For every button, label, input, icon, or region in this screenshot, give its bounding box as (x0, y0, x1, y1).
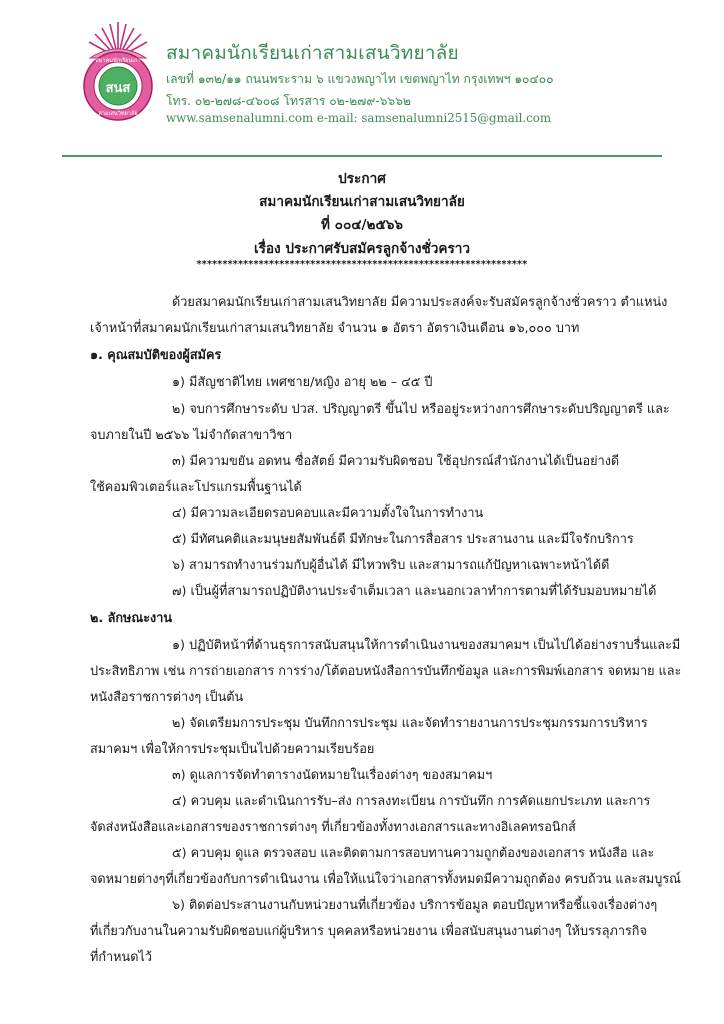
association-logo-icon (76, 18, 160, 122)
duty-item: ๑) ปฏิบัติหน้าที่ด้านธุรการสนับสนุนให้การดำเนินงานของสมาคมฯ เป็นไปได้อย่างราบรื่นและมี (172, 637, 681, 652)
announcement-number: ที่ ๐๐๔/๒๕๖๖ (320, 217, 404, 233)
qualification-item: ๑) มีสัญชาติไทย เพศชาย/หญิง อายุ ๒๒ – ๔๕ ปี (172, 374, 433, 389)
letterhead-org-name: สมาคมนักเรียนเก่าสามเสนวิทยาลัย (166, 42, 459, 64)
duty-item-cont: ที่เกี่ยวกับงานในความรับผิดชอบแก่ผู้บริหาร บุคคลหรือหน่วยงาน เพื่อสนับสนุนงานต่างๆ ให้บรรลุภารกิจ (90, 923, 647, 938)
qualification-item: ๕) มีทัศนคติและมนุษยสัมพันธ์ดี มีทักษะในการสื่อสาร ประสานงาน และมีใจรักบริการ (172, 531, 634, 546)
announcement-title: ประกาศ (338, 171, 386, 187)
announcement-subject: เรื่อง ประกาศรับสมัครลูกจ้างชั่วคราว (253, 241, 471, 257)
section-heading-qualifications: ๑. คุณสมบัติของผู้สมัคร (90, 347, 222, 362)
logo-text-top: สมาคมนักเรียนเก่า (95, 58, 141, 64)
intro-line: ด้วยสมาคมนักเรียนเก่าสามเสนวิทยาลัย มีความประสงค์จะรับสมัครลูกจ้างชั่วคราว ตำแหน่ง (172, 294, 668, 309)
duty-item-cont: จัดส่งหนังสือและเอกสารของราชการต่างๆ ที่เกี่ยวข้องทั้งทางเอกสารและทางอิเลคทรอนิกส์ (90, 819, 576, 834)
qualification-item: ๒) จบการศึกษาระดับ ปวส. ปริญญาตรี ขึ้นไป หรืออยู่ระหว่างการศึกษาระดับปริญญาตรี และ (172, 401, 670, 416)
announcement-org: สมาคมนักเรียนเก่าสามเสนวิทยาลัย (259, 194, 465, 210)
duty-item-cont: หนังสือราชการต่างๆ เป็นต้น (90, 689, 244, 704)
logo-text-bottom: สามเสนวิทยาลัย (98, 111, 138, 117)
duty-item: ๓) ดูแลการจัดทำตารางนัดหมายในเรื่องต่างๆ ของสมาคมฯ (172, 767, 493, 782)
letterhead-web-email: www.samsenalumni.com e-mail: samsenalumni2515@gmail.com (166, 111, 552, 125)
letterhead-divider (62, 155, 662, 157)
star-separator: **************************************************************** (196, 259, 528, 270)
letterhead-address: เลขที่ ๑๓๒/๑๑ ถนนพระราม ๖ แขวงพญาไท เขตพญาไท กรุงเทพฯ ๑๐๔๐๐ (166, 72, 554, 86)
duty-item: ๖) ติดต่อประสานงานกับหน่วยงานที่เกี่ยวข้อง บริการข้อมูล ตอบปัญหาหรือชี้แจงเรื่องต่างๆ (172, 897, 658, 912)
duty-item: ๒) จัดเตรียมการประชุม บันทึกการประชุม และจัดทำรายงานการประชุมกรรมการบริหาร (172, 715, 648, 730)
logo-initials: สนส (105, 81, 131, 96)
duty-item-cont: จดหมายต่างๆที่เกี่ยวข้องกับการดำเนินงาน เพื่อให้แน่ใจว่าเอกสารทั้งหมดมีความถูกต้อง ครบถ้วน และสมบูรณ์ (90, 871, 681, 886)
qualification-item-cont: ใช้คอมพิวเตอร์และโปรแกรมพื้นฐานได้ (90, 479, 302, 494)
duty-item-cont: ที่กำหนดไว้ (90, 949, 152, 964)
qualification-item: ๗) เป็นผู้ที่สามารถปฏิบัติงานประจำเต็มเวลา และนอกเวลาทำการตามที่ได้รับมอบหมายได้ (172, 583, 657, 598)
duty-item: ๔) ควบคุม และดำเนินการรับ–ส่ง การลงทะเบียน การบันทึก การคัดแยกประเภท และการ (172, 793, 651, 808)
section-heading-job-description: ๒. ลักษณะงาน (90, 610, 172, 625)
qualification-item: ๔) มีความละเอียดรอบคอบและมีความตั้งใจในการทำงาน (172, 505, 484, 520)
qualification-item: ๖) สามารถทำงานร่วมกับผู้อื่นได้ มีไหวพริบ และสามารถแก้ปัญหาเฉพาะหน้าได้ดี (172, 557, 610, 572)
qualification-item-cont: จบภายในปี ๒๕๖๖ ไม่จำกัดสาขาวิชา (90, 427, 293, 442)
intro-line: เจ้าหน้าที่สมาคมนักเรียนเก่าสามเสนวิทยาลัย จำนวน ๑ อัตรา อัตราเงินเดือน ๑๖,๐๐๐ บาท (90, 320, 580, 335)
duty-item-cont: ประสิทธิภาพ เช่น การถ่ายเอกสาร การร่าง/โต้ตอบหนังสือการบันทึกข้อมูล และการพิมพ์เอกสาร จดหมาย และ (90, 663, 682, 678)
duty-item: ๕) ควบคุม ดูแล ตรวจสอบ และติดตามการสอบทานความถูกต้องของเอกสาร หนังสือ และ (172, 845, 655, 860)
letterhead-phone: โทร. ๐๒-๒๗๘-๔๖๐๘ โทรสาร ๐๒-๒๗๙-๖๖๖๒ (166, 94, 411, 108)
qualification-item: ๓) มีความขยัน อดทน ซื่อสัตย์ มีความรับผิดชอบ ใช้อุปกรณ์สำนักงานได้เป็นอย่างดี (172, 453, 620, 468)
duty-item-cont: สมาคมฯ เพื่อให้การประชุมเป็นไปด้วยความเรียบร้อย (90, 741, 375, 756)
